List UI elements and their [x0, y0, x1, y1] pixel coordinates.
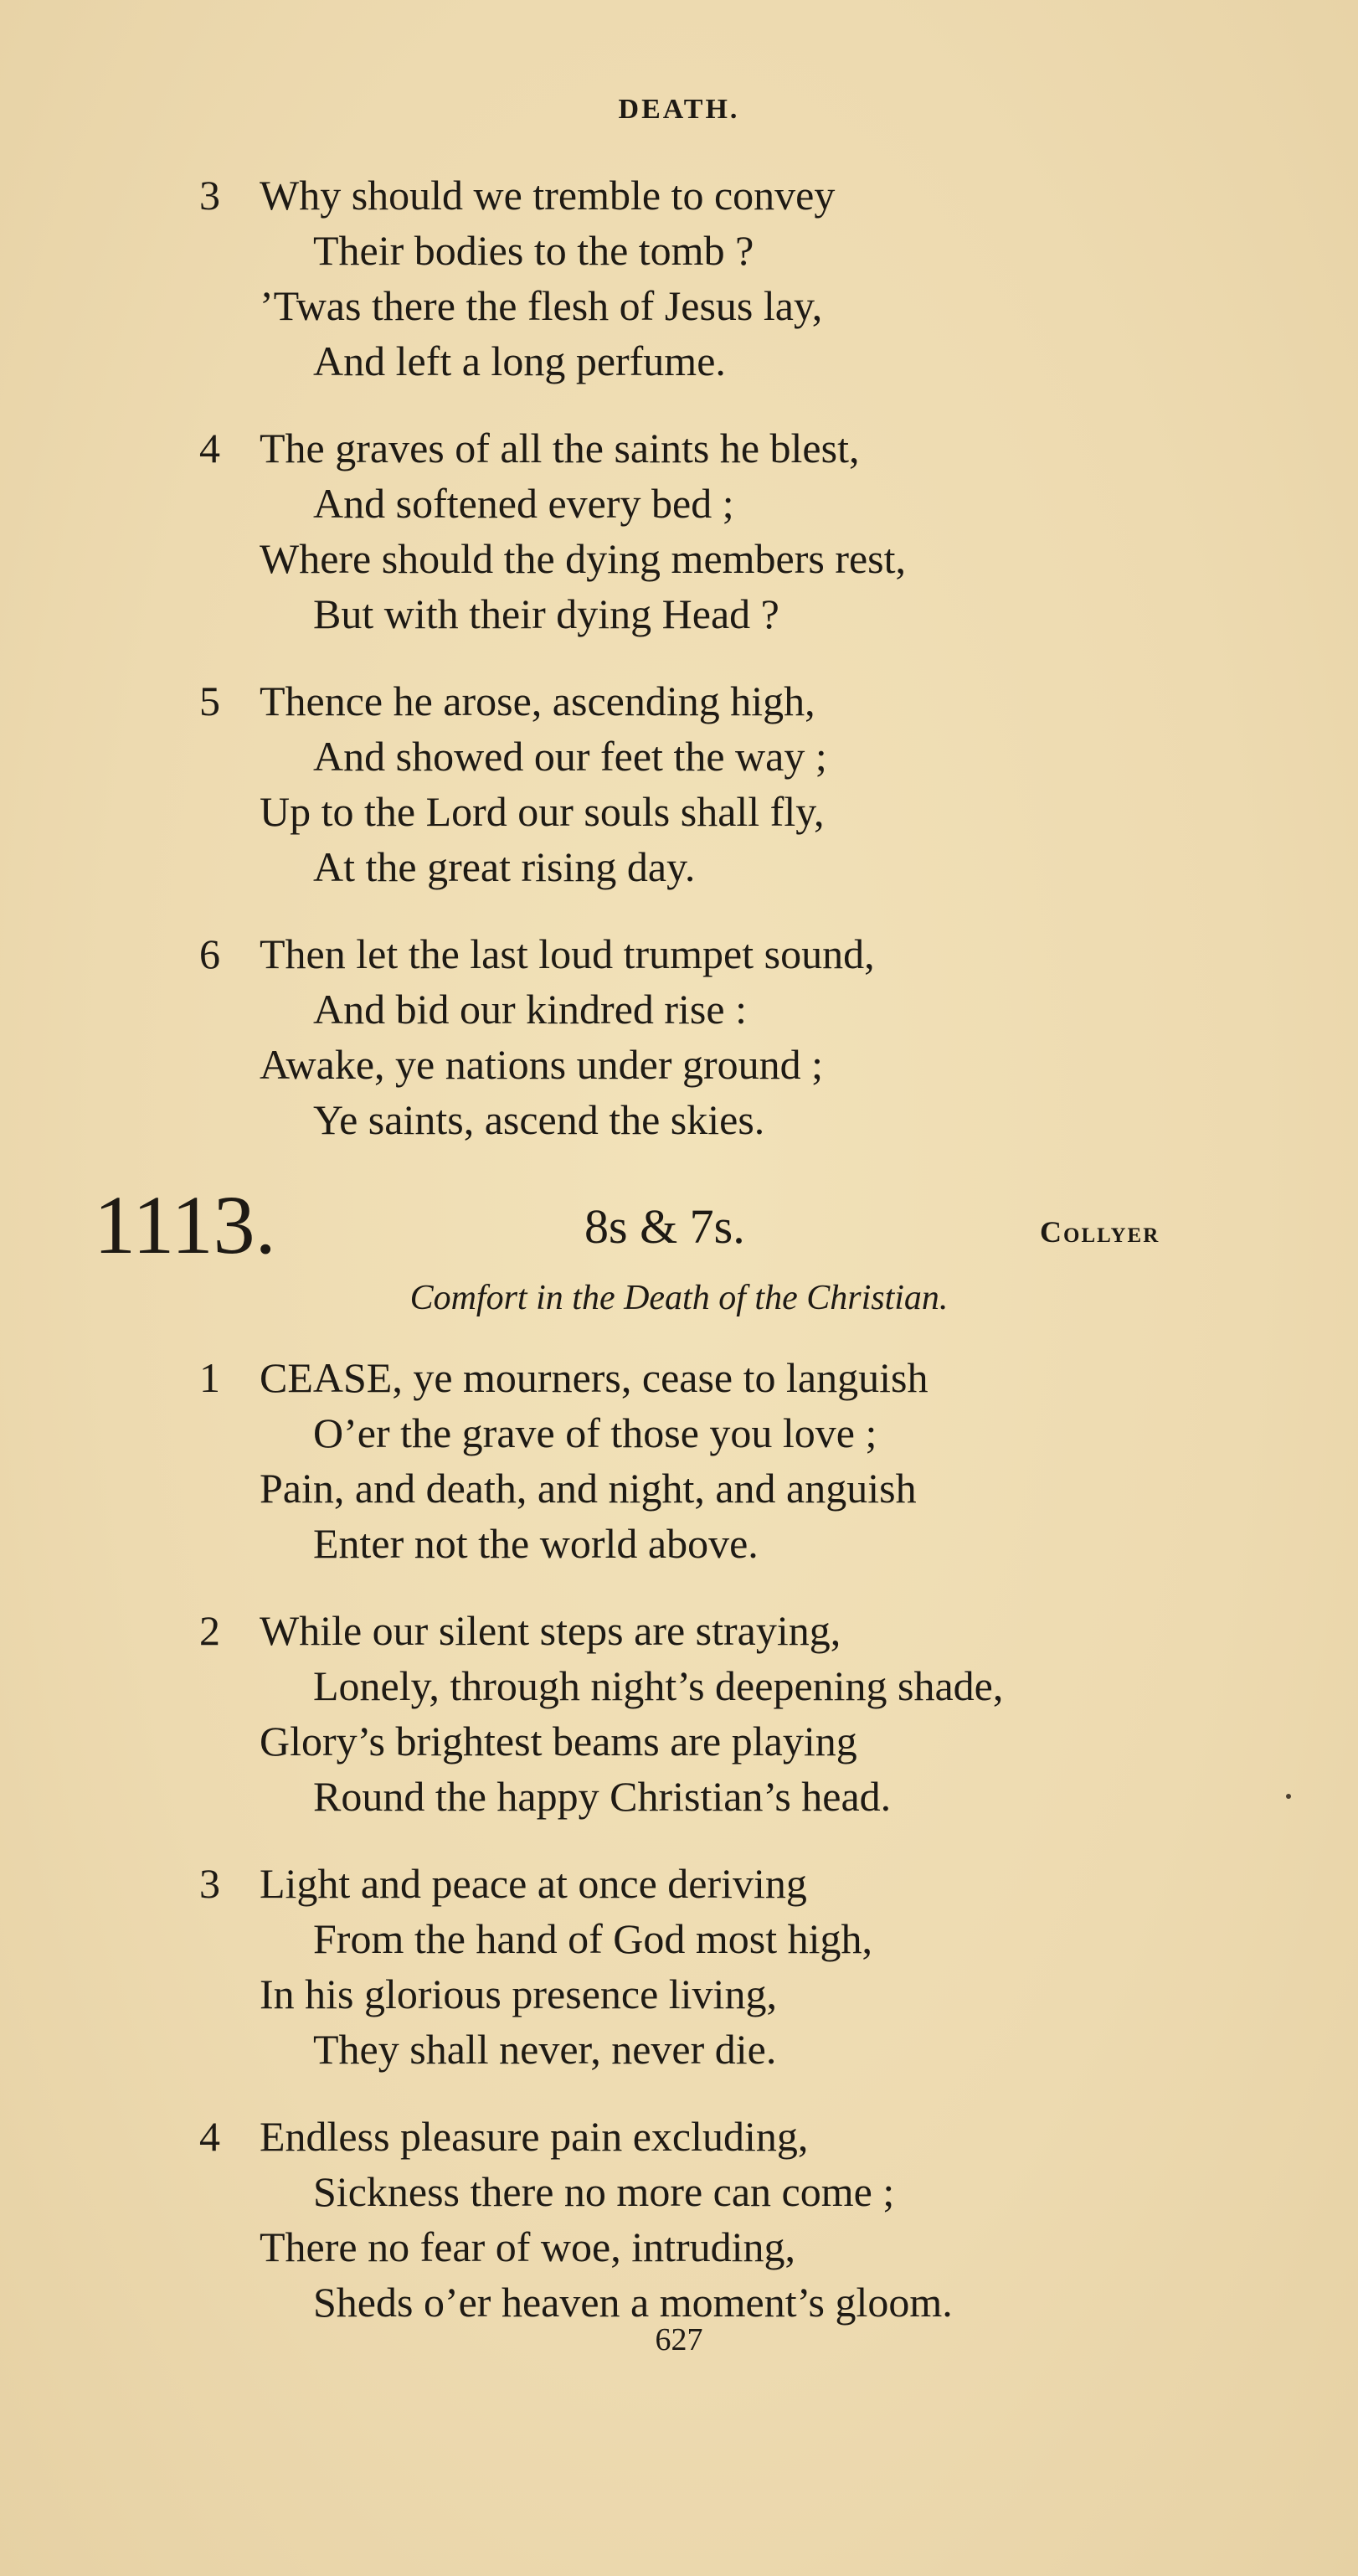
stanza-line — [0, 729, 1358, 784]
stanza-line — [0, 1658, 1358, 1713]
stanza — [0, 420, 1358, 641]
verse-text: CEASE, ye mourners, cease to languish — [260, 1354, 928, 1401]
verse-text: And softened every bed ; — [313, 480, 734, 527]
verse-text: And showed our feet the way ; — [313, 733, 827, 780]
stanza-line — [0, 1037, 1358, 1092]
stanza-number: 3 — [199, 172, 220, 219]
hymn-body — [0, 1350, 1358, 2330]
stanza-number: 2 — [199, 1607, 220, 1654]
stanza — [0, 673, 1358, 894]
verse-text: There no fear of woe, intruding, — [260, 2223, 796, 2270]
stanza-line — [0, 926, 1358, 981]
stanza-line — [0, 2219, 1358, 2275]
stanza — [0, 1603, 1358, 1824]
stanza — [0, 1350, 1358, 1571]
stanza-line — [0, 2164, 1358, 2219]
verse-text: And left a long perfume. — [313, 337, 726, 384]
verse-text: Glory’s brightest beams are playing — [260, 1718, 857, 1765]
paper-speck — [1286, 1794, 1291, 1799]
page-number: 627 — [655, 2322, 703, 2357]
stanza-number: 4 — [199, 425, 220, 471]
verse-text: Their bodies to the tomb ? — [313, 227, 754, 274]
hymn-subtitle: Comfort in the Death of the Christian. — [409, 1279, 949, 1317]
stanza-number: 3 — [199, 1860, 220, 1907]
verse-text: At the great rising day. — [313, 843, 696, 890]
running-head: DEATH. — [618, 94, 740, 125]
continued-hymn — [0, 167, 1358, 1147]
verse-text: Lonely, through night’s deepening shade, — [313, 1662, 1004, 1709]
stanza-line — [0, 1350, 1358, 1405]
stanza-line — [0, 1405, 1358, 1461]
stanza-line — [0, 586, 1358, 641]
verse-text: Awake, ye nations under ground ; — [260, 1041, 824, 1088]
stanza-line — [0, 333, 1358, 389]
stanza-line — [0, 167, 1358, 223]
verse-text: While our silent steps are straying, — [260, 1607, 841, 1654]
stanza-line — [0, 223, 1358, 278]
stanza-line — [0, 1603, 1358, 1658]
verse-text: Light and peace at once deriving — [260, 1860, 807, 1907]
stanza-line — [0, 839, 1358, 894]
stanza-line — [0, 476, 1358, 531]
verse-text: From the hand of God most high, — [313, 1915, 873, 1962]
stanza-number: 6 — [199, 930, 220, 977]
stanza-number: 4 — [199, 2113, 220, 2160]
hymn-meter: 8s & 7s. — [584, 1199, 745, 1254]
stanza-line — [0, 1856, 1358, 1911]
hymn-number: 1113. — [94, 1178, 276, 1271]
stanza — [0, 1856, 1358, 2077]
stanza-line — [0, 1516, 1358, 1571]
verse-text: Where should the dying members rest, — [260, 535, 907, 582]
stanza-number: 1 — [199, 1354, 220, 1401]
verse-text: Thence he arose, ascending high, — [260, 677, 815, 724]
verse-text: And bid our kindred rise : — [313, 986, 747, 1033]
verse-text: Sickness there no more can come ; — [313, 2168, 895, 2215]
verse-text: But with their dying Head ? — [313, 590, 779, 637]
stanza — [0, 167, 1358, 389]
verse-text: In his glorious presence living, — [260, 1971, 777, 2017]
stanza-line — [0, 1713, 1358, 1769]
stanza-line — [0, 1092, 1358, 1147]
stanza — [0, 2109, 1358, 2330]
verse-text: Then let the last loud trumpet sound, — [260, 930, 875, 977]
stanza-line — [0, 784, 1358, 839]
stanza-line — [0, 1769, 1358, 1824]
verse-text: Ye saints, ascend the skies. — [313, 1096, 765, 1143]
stanza-line — [0, 2109, 1358, 2164]
stanza — [0, 926, 1358, 1147]
hymn-author: Collyer — [1040, 1215, 1160, 1249]
stanza-line — [0, 531, 1358, 586]
stanza-line — [0, 673, 1358, 729]
stanza-line — [0, 1911, 1358, 1966]
stanza-line — [0, 981, 1358, 1037]
verse-text: Endless pleasure pain excluding, — [260, 2113, 809, 2160]
stanza-line — [0, 420, 1358, 476]
verse-text: The graves of all the saints he blest, — [260, 425, 860, 471]
verse-text: Sheds o’er heaven a moment’s gloom. — [313, 2279, 953, 2326]
stanza-number: 5 — [199, 677, 220, 724]
verse-text: They shall never, never die. — [313, 2026, 777, 2073]
verse-text: Enter not the world above. — [313, 1520, 759, 1567]
verse-text: Round the happy Christian’s head. — [313, 1773, 892, 1820]
stanza-line — [0, 278, 1358, 333]
stanza-line — [0, 1461, 1358, 1516]
verse-text: ’Twas there the flesh of Jesus lay, — [260, 282, 823, 329]
stanza-line — [0, 2022, 1358, 2077]
hymn-header — [0, 1179, 1358, 1271]
verse-text: Up to the Lord our souls shall fly, — [260, 788, 825, 835]
verse-text: O’er the grave of those you love ; — [313, 1409, 877, 1456]
verse-text: Pain, and death, and night, and anguish — [260, 1465, 917, 1512]
verse-text: Why should we tremble to convey — [260, 172, 836, 219]
stanza-line — [0, 1966, 1358, 2022]
